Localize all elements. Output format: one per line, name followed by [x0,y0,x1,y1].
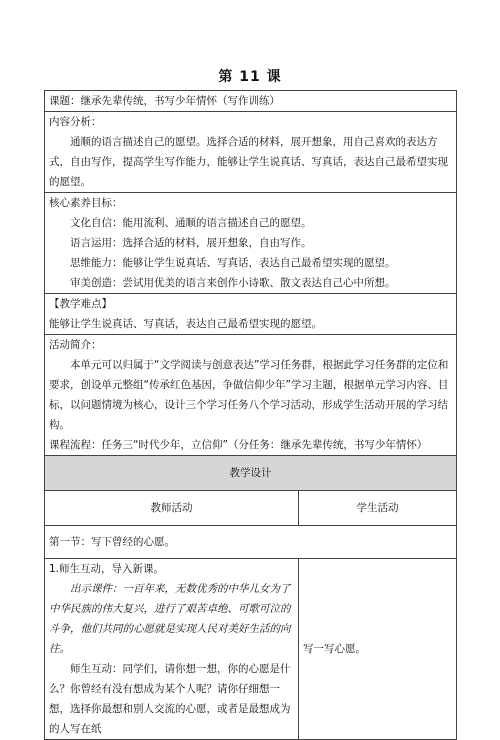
step-row [45,559,457,740]
lesson-plan-table [44,90,457,740]
activity-intro-row [45,335,457,456]
difficulty-row [45,294,457,335]
activity-intro-heading: 活动简介： [49,339,102,351]
lesson-topic: 课题：继承先辈传统，书写少年情怀（写作训练） [45,91,457,112]
content-analysis-row [45,112,457,193]
difficulty-heading: 【教学难点】 [49,298,112,310]
column-header-row [45,491,457,526]
student-activity: 写一写心愿。 [299,559,457,740]
literacy-item: 思维能力：能够让学生说真话、写真话，表达自己最希望实现的愿望。 [70,257,396,269]
section-row [45,526,457,559]
literacy-item: 语言运用：选择合适的材料，展开想象，自由写作。 [70,237,312,249]
col-student: 学生活动 [299,491,457,526]
page-title: 第 11 课 [218,69,282,85]
design-header: 教学设计 [45,456,457,491]
difficulty-body: 能够让学生说真话、写真话，表达自己最希望实现的愿望。 [49,318,322,330]
content-analysis-body: 通顺的语言描述自己的愿望。选择合适的材料，展开想象，用自己喜欢的表达方式，自由写作，提高学生写作能力，能够让学生说真话、写真话，表达自己最希望实现的愿望。 [49,136,448,188]
core-literacy-heading: 核心素养目标： [49,197,123,209]
activity-intro-body: 本单元可以归属于“文学阅读与创意表达”学习任务群，根据此学习任务群的定位和要求，创设单元整组“传承红色基因，争做信仰少年”学习主题，根据单元学习内容、目标，以问题情境为核心，设计三个学习任务八个学习活动，形成学生活动开展的学习结构。 [49,359,449,431]
col-teacher: 教师活动 [45,491,299,526]
core-literacy-row [45,193,457,294]
content-analysis-heading: 内容分析： [49,116,102,128]
literacy-item: 文化自信：能用流利、通顺的语言描述自己的愿望。 [70,217,312,229]
design-header-row [45,456,457,491]
step-title: 1.师生互动，导入新课。 [49,563,165,575]
interaction-text: 师生互动：同学们，请你想一想，你的心愿是什么？你曾经有没有想成为某个人呢？请你仔细想一想，选择你最想和别人交流的心愿，或者是最想成为的人写在纸 [49,663,291,735]
topic-row [45,91,457,112]
slide-text: 出示课件：一百年来，无数优秀的中华儿女为了中华民族的伟大复兴，进行了艰苦卓绝、可歌可泣的斗争，他们共同的心愿就是实现人民对美好生活的向往。 [49,583,291,655]
literacy-item: 审美创造：尝试用优美的语言来创作小诗歌、散文表达自己心中所想。 [70,277,396,289]
section-1-title: 第一节：写下曾经的心愿。 [45,526,457,559]
course-process: 课程流程：任务三“时代少年，立信仰”（分任务：继承先辈传统，书写少年情怀） [49,439,428,451]
